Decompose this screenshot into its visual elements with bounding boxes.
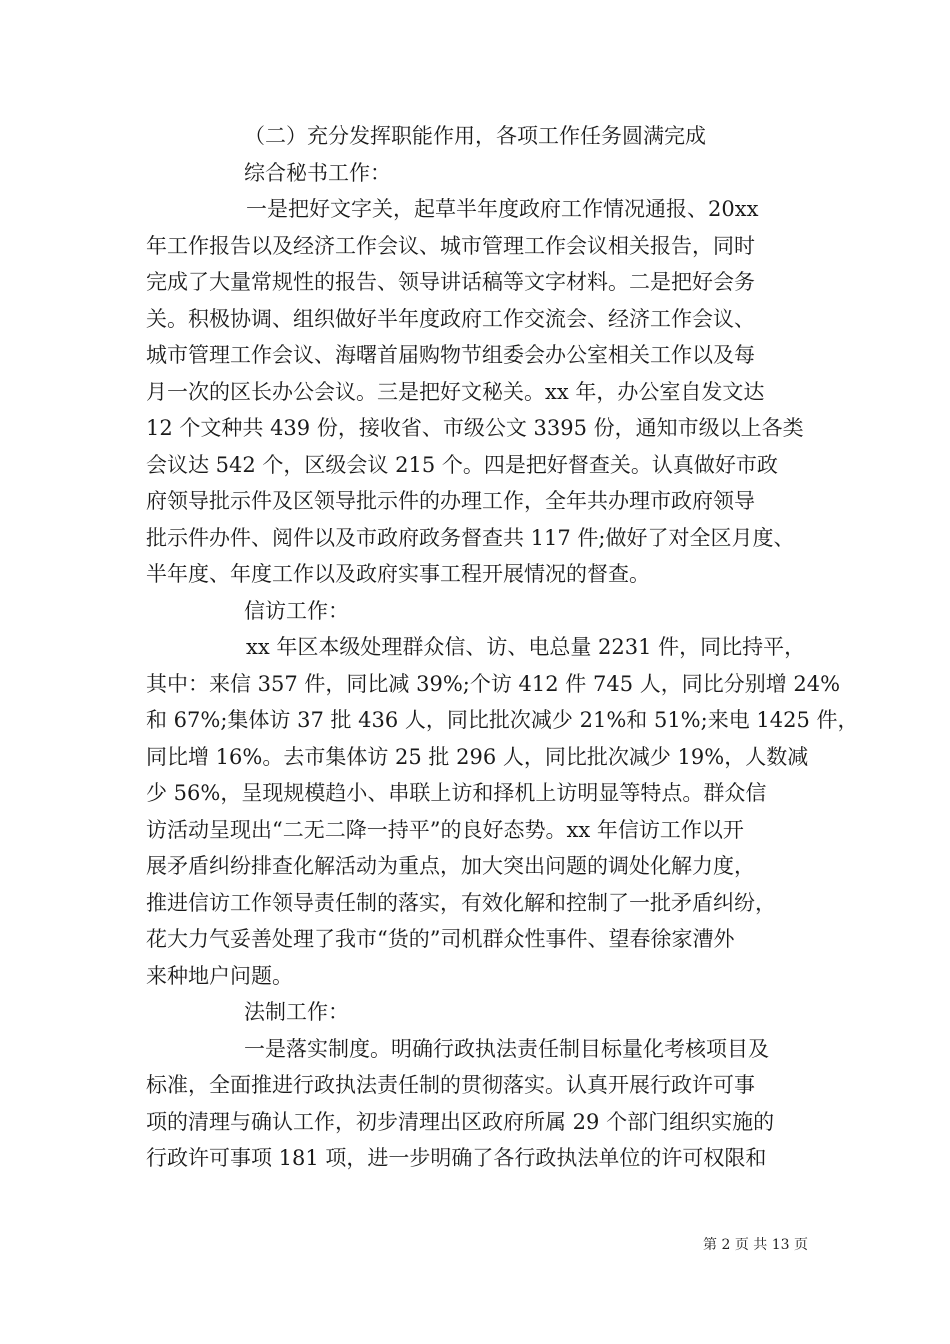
paragraph-line: 展矛盾纠纷排查化解活动为重点，加大突出问题的调处化解力度， bbox=[146, 854, 755, 878]
paragraph-line: 12 个文种共 439 份，接收省、市级公文 3395 份，通知市级以上各类 bbox=[146, 416, 804, 440]
paragraph-line: 一是把好文字关，起草半年度政府工作情况通报、20xx bbox=[246, 197, 759, 221]
section-heading: （二）充分发挥职能作用，各项工作任务圆满完成 bbox=[244, 124, 706, 148]
paragraph-line: 年工作报告以及经济工作会议、城市管理工作会议相关报告，同时 bbox=[146, 233, 755, 258]
paragraph-line: 推进信访工作领导责任制的落实，有效化解和控制了一批矛盾纠纷， bbox=[146, 890, 776, 915]
paragraph-line: 府领导批示件及区领导批示件的办理工作，全年共办理市政府领导 bbox=[146, 489, 755, 513]
subheading-secretarial: 综合秘书工作： bbox=[244, 160, 391, 185]
paragraph-line: xx 年区本级处理群众信、访、电总量 2231 件，同比持平， bbox=[246, 635, 806, 659]
paragraph-line: 少 56%，呈现规模趋小、串联上访和择机上访明显等特点。群众信 bbox=[146, 781, 767, 805]
paragraph-line: 月一次的区长办公会议。三是把好文秘关。xx 年，办公室自发文达 bbox=[146, 379, 765, 404]
document-body bbox=[146, 118, 859, 1177]
paragraph-line: 批示件办件、阅件以及市政府政务督查共 117 件;做好了对全区月度、 bbox=[146, 525, 795, 550]
paragraph-line: 一是落实制度。明确行政执法责任制目标量化考核项目及 bbox=[244, 1036, 769, 1061]
paragraph-line: 同比增 16%。去市集体访 25 批 296 人，同比批次减少 19%，人数减 bbox=[146, 744, 809, 769]
paragraph-line: 关。积极协调、组织做好半年度政府工作交流会、经济工作会议、 bbox=[146, 306, 755, 331]
subheading-legal: 法制工作： bbox=[244, 1000, 349, 1024]
paragraph-line: 标准，全面推进行政执法责任制的贯彻落实。认真开展行政许可事 bbox=[146, 1073, 755, 1097]
page-number: 第 2 页 共 13 页 bbox=[703, 1237, 808, 1253]
subheading-petition: 信访工作： bbox=[244, 598, 349, 623]
paragraph-line: 其中：来信 357 件，同比减 39%;个访 412 件 745 人，同比分别增 24% bbox=[146, 671, 841, 696]
paragraph-line: 花大力气妥善处理了我市“货的”司机群众性事件、望春徐家漕外 bbox=[146, 927, 735, 951]
paragraph-line: 访活动呈现出“二无二降一持平”的良好态势。xx 年信访工作以开 bbox=[146, 817, 744, 842]
paragraph-line: 项的清理与确认工作，初步清理出区政府所属 29 个部门组织实施的 bbox=[146, 1109, 775, 1134]
paragraph-line: 会议达 542 个，区级会议 215 个。四是把好督查关。认真做好市政 bbox=[146, 452, 778, 477]
paragraph-line: 城市管理工作会议、海曙首届购物节组委会办公室相关工作以及每 bbox=[146, 343, 755, 367]
paragraph-line: 完成了大量常规性的报告、领导讲话稿等文字材料。二是把好会务 bbox=[146, 270, 755, 294]
paragraph-line: 行政许可事项 181 项，进一步明确了各行政执法单位的许可权限和 bbox=[146, 1146, 767, 1170]
paragraph-line: 半年度、年度工作以及政府实事工程开展情况的督查。 bbox=[146, 562, 650, 586]
paragraph-line: 来种地户问题。 bbox=[146, 963, 293, 988]
paragraph-line: 和 67%;集体访 37 批 436 人，同比批次减少 21%和 51%;来电 1425 件， bbox=[146, 708, 859, 732]
